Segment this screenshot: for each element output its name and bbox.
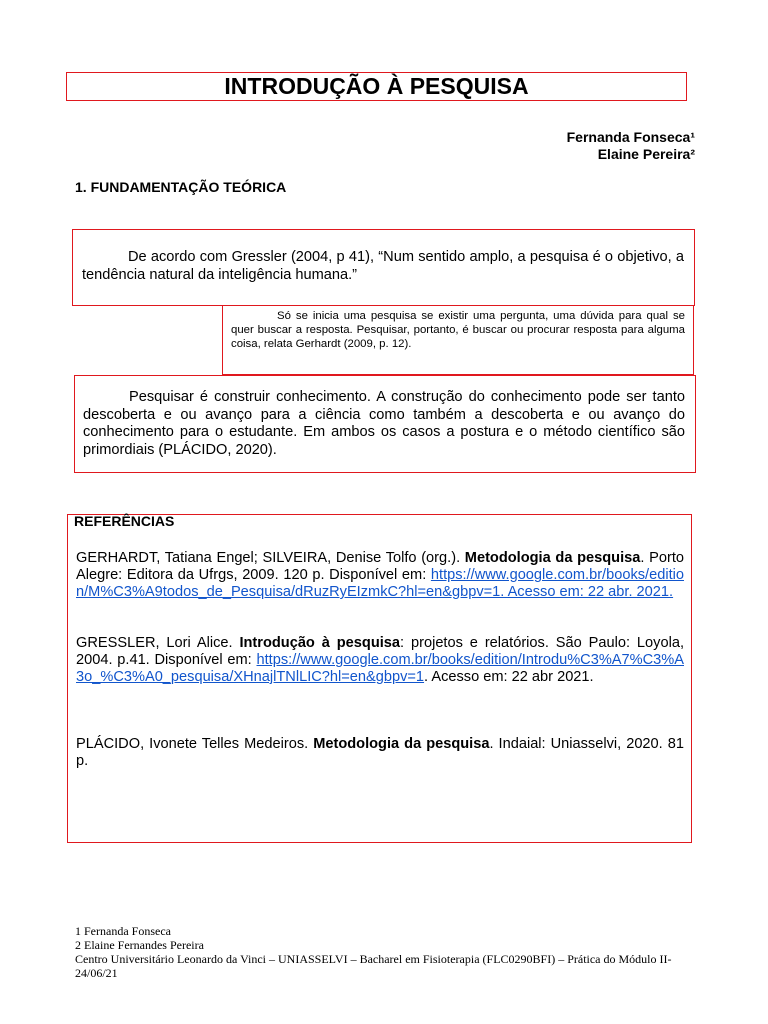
reference-authors: GRESSLER, Lori Alice. [76,635,240,651]
footnote-institution: Centro Universitário Leonardo da Vinci – UNIASSELVI – Bacharel em Fisioterapia (FLC0290BFI) – Prática do Módulo II- 24/06/21 [75,952,672,980]
section-title: 1. FUNDAMENTAÇÃO TEÓRICA [75,179,287,195]
author-2: Elaine Pereira² [597,146,695,162]
quote-paragraph-2: Só se inicia uma pesquisa se existir uma pergunta, uma dúvida para qual se quer buscar a resposta. Pesquisar, portanto, é buscar ou procurar resposta para alguma coisa, relata Gerhardt (2009, p. 12). [231,310,685,350]
quote-paragraph-1: De acordo com Gressler (2004, p 41), “Num sentido amplo, a pesquisa é o objetivo, a tendência natural da inteligência humana.” [82,249,684,283]
reference-title: Metodologia da pesquisa [313,736,490,752]
reference-access-date: . Acesso em: 22 abr 2021. [424,669,594,685]
reference-details: . Indaial: Uniasselvi, 2020. 81 p. [76,736,684,769]
reference-item [76,635,684,686]
author-1: Fernanda Fonseca¹ [566,129,695,145]
reference-details: . Porto Alegre: Editora da Ufrgs, 2009. 120 p. Disponível em: [76,550,684,583]
reference-details: : projetos e relatórios. São Paulo: Loyola, 2004. p.41. Disponível em: [76,635,684,668]
footnote-2: 2 Elaine Fernandes Pereira [75,938,204,952]
reference-item [76,736,684,770]
footnotes [75,924,685,980]
references-heading: REFERÊNCIAS [74,513,175,529]
reference-link[interactable]: https://www.google.com.br/books/edition/M%C3%A9todos_de_Pesquisa/dRuzRyEIzmkC?hl=en&gbpv=1. Acesso em: 22 abr. 2021. [76,567,684,600]
reference-authors: GERHARDT, Tatiana Engel; SILVEIRA, Denise Tolfo (org.). [76,550,465,566]
reference-title: Metodologia da pesquisa [464,550,641,566]
author-list [567,129,695,163]
reference-authors: PLÁCIDO, Ivonete Telles Medeiros. [76,736,314,752]
page-title: INTRODUÇÃO À PESQUISA [224,73,529,99]
quote-paragraph-3: Pesquisar é construir conhecimento. A construção do conhecimento pode ser tanto descoberta e ou avanço para a ciência como também a descoberta e ou avanço do conhecimento para o estudante. Em ambos os casos a postura e o método científico são primordiais (PLÁCIDO, 2020). [83,389,685,458]
reference-item [76,550,684,601]
reference-link[interactable]: https://www.google.com.br/books/edition/Introdu%C3%A7%C3%A3o_%C3%A0_pesquisa/XHnajlTNlLIC?hl=en&gbpv=1 [76,652,684,685]
footnote-1: 1 Fernanda Fonseca [75,924,171,938]
reference-title: Introdução à pesquisa [239,635,401,651]
